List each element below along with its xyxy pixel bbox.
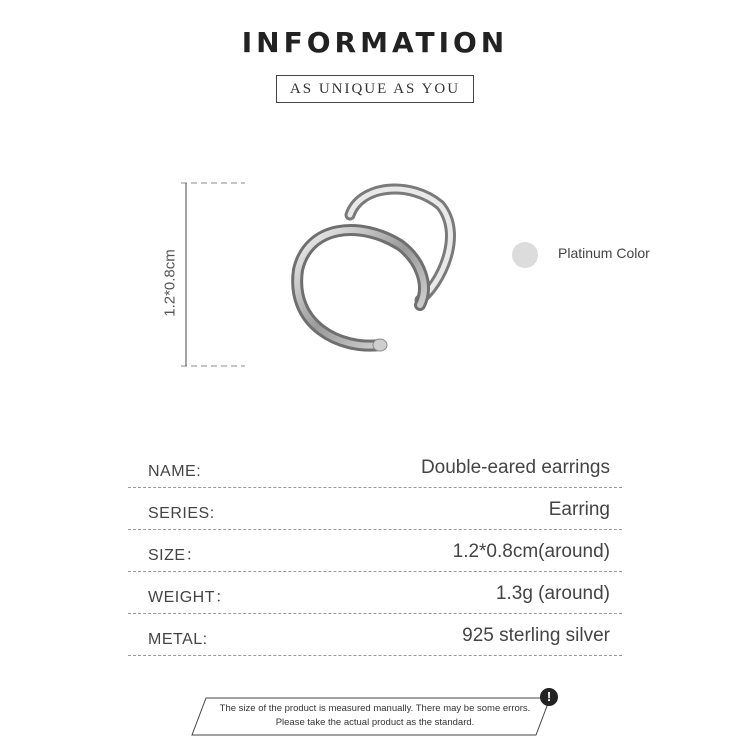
spec-key: METAL: [148, 631, 208, 648]
page-title: INFORMATION [241, 26, 509, 59]
notice-text [200, 702, 550, 730]
spec-row-name [128, 445, 622, 488]
notice-line-2: Please take the actual product as the standard. [275, 717, 475, 728]
subtitle-box [276, 75, 474, 103]
dimension-marker [175, 175, 255, 375]
spec-value: 1.3g (around) [495, 583, 610, 604]
color-swatch[interactable] [512, 242, 538, 268]
spec-row-series [128, 487, 622, 530]
spec-value: 925 sterling silver [462, 625, 610, 646]
warning-icon: ! [540, 688, 558, 706]
color-label: Platinum Color [558, 245, 650, 261]
spec-key: WEIGHT： [148, 589, 232, 606]
spec-row-metal [128, 613, 622, 656]
spec-row-size [128, 529, 622, 572]
double-ear-cuff-image [280, 175, 480, 375]
spec-key: SERIES: [148, 505, 215, 522]
spec-value: Earring [548, 499, 610, 520]
spec-row-weight [128, 571, 622, 614]
spec-value: Double-eared earrings [420, 457, 610, 478]
subtitle-text: AS UNIQUE AS YOU [289, 80, 461, 97]
spec-value: 1.2*0.8cm(around) [452, 541, 610, 562]
spec-key: SIZE： [148, 547, 203, 564]
notice-line-1: The size of the product is measured manually. There may be some errors. [219, 703, 531, 714]
spec-key: NAME: [148, 463, 202, 480]
